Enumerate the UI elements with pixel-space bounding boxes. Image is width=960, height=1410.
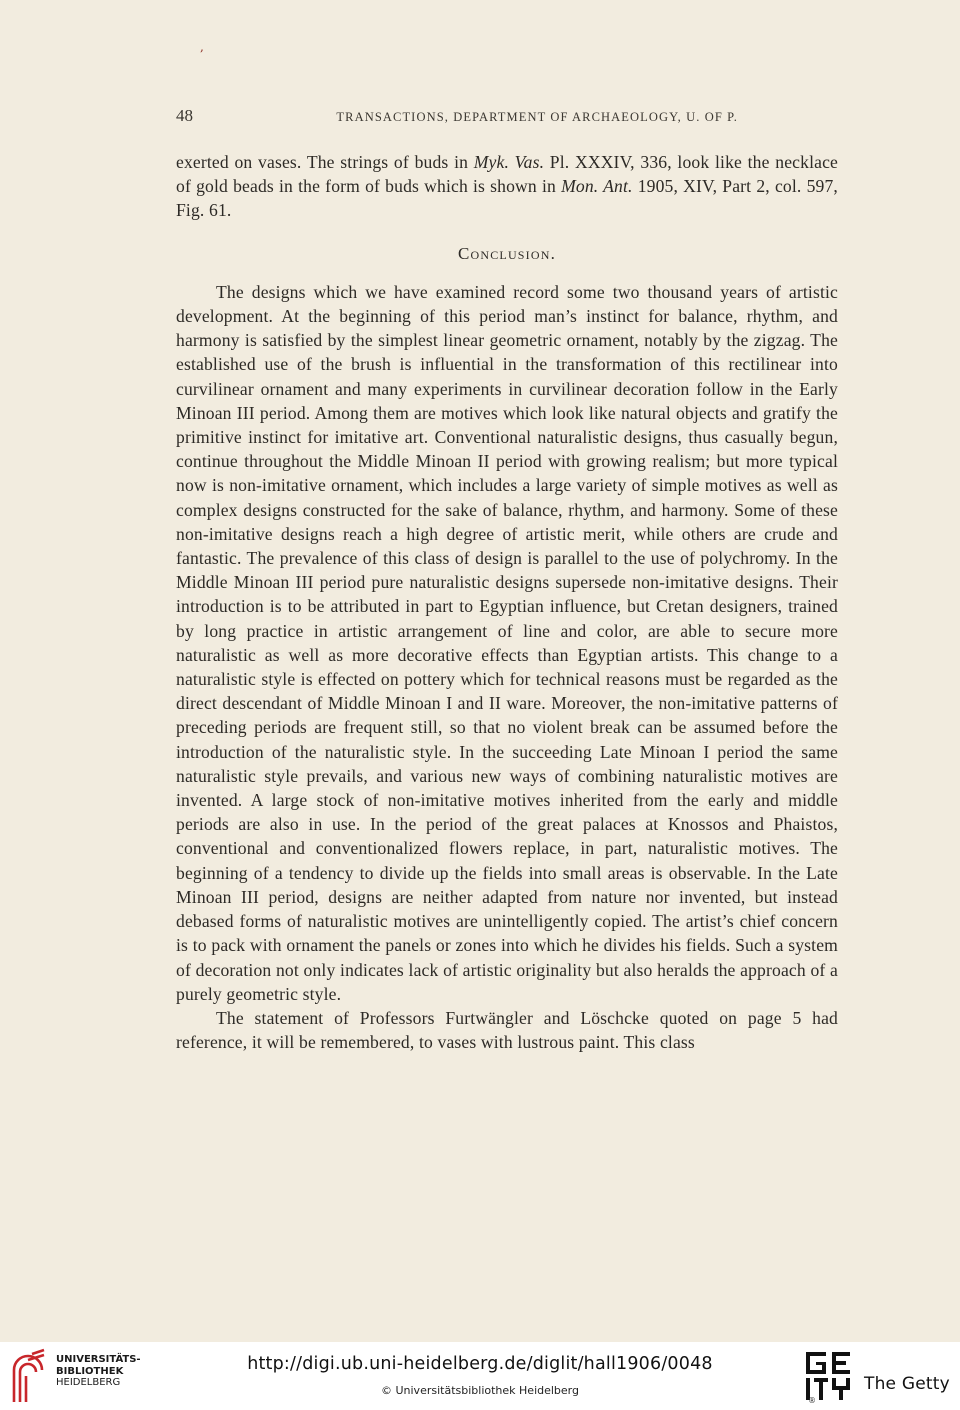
paragraph-statement: The statement of Professors Furtwängler and Löschcke quoted on page 5 had reference, it will be remembered, to vases with lustrous paint. This class — [176, 1007, 838, 1053]
running-head — [176, 106, 838, 126]
permalink-url[interactable]: http://digi.ub.uni-heidelberg.de/diglit/hall1906/0048 — [247, 1354, 713, 1374]
copyright-notice: © Universitätsbibliothek Heidelberg — [380, 1384, 579, 1397]
getty-name: The Getty — [864, 1374, 950, 1394]
citation-myk-vas: Myk. Vas. — [473, 152, 545, 172]
footer-bar — [0, 1342, 960, 1410]
paragraph-conclusion: The designs which we have examined record some two thousand years of artistic development. At the beginning of this period man’s instinct for balance, rhythm, and harmony is satisfied by the simplest linear geometric ornament, notably by the zigzag. The established use of the brush is influential in the transformation of this rectilinear into curvilinear ornament and many experiments in curvilinear decoration follow in the Early Minoan III period. Among them are motives which look like natural objects and gratify the primitive instinct for imitative art. Conventional naturalistic designs, thus casually begun, continue throughout the Middle Minoan II period with growing realism; but more typical now is non-imitative ornament, which includes a large variety of simple motives as well as complex designs constructed for the sake of balance, rhythm, and harmony. Some of these non-imitative designs reach a high degree of artistic merit, while others are crude and fantastic. The prevalence of this class of design is parallel to the use of polychromy. In the Middle Minoan III period pure naturalistic designs supersede non-imitative designs. Their introduction is to be attributed in part to Egyptian influence, but Cretan designers, trained by long practice in artistic arrangement of line and color, are able to secure more naturalistic as well as more decorative effects than Egyptian artists. This change to a naturalistic style is effected on pottery which for technical reasons must be regarded as the direct descendant of Middle Minoan I and II ware. Moreover, the non-imitative patterns of preceding periods are frequent still, so that no violent break can be assumed before the introduction of the naturalistic style. In the succeeding Late Minoan I period the same naturalistic style prevails, and various new ways of combining naturalistic motives are invented. A large stock of non-imitative motives inherited from the early and middle periods are also in use. In the period of the great palaces at Knossos and Phaistos, conventional and conventionalized flowers replace, in part, naturalistic motives. The beginning of a tendency to divide up the fields into small areas is observable. In the Late Minoan III period, designs are neither adapted from nature nor invented, but instead debased forms of naturalistic motives are unintelligently copied. The artist’s chief concern is to pack with ornament the panels or zones into which he divides his fields. Such a system of decoration not only indicates lack of artistic originality but also heralds the approach of a purely geometric style. — [176, 281, 838, 1004]
registered-mark: ® — [808, 1396, 816, 1405]
getty-logo-icon[interactable] — [804, 1350, 854, 1402]
running-head-title: TRANSACTIONS, DEPARTMENT OF ARCHAEOLOGY, U. OF P. — [336, 110, 738, 124]
citation-mon-ant: Mon. Ant. — [561, 176, 633, 197]
library-name: UNIVERSITÄTS- BIBLIOTHEK HEIDELBERG — [56, 1354, 141, 1388]
page-number: 48 — [176, 106, 193, 125]
body-text — [176, 150, 838, 1054]
paragraph-continuation: exerted on vases. The strings of buds in Myk. Vas. Pl. XXXIV, 336, look like the necklace of gold beads in the form of buds which is shown in Mon. Ant. 1905, XIV, Part 2, col. 597, Fig. 61. — [176, 152, 838, 221]
section-heading: Conclusion. — [457, 243, 557, 263]
red-speck: , — [200, 40, 204, 54]
